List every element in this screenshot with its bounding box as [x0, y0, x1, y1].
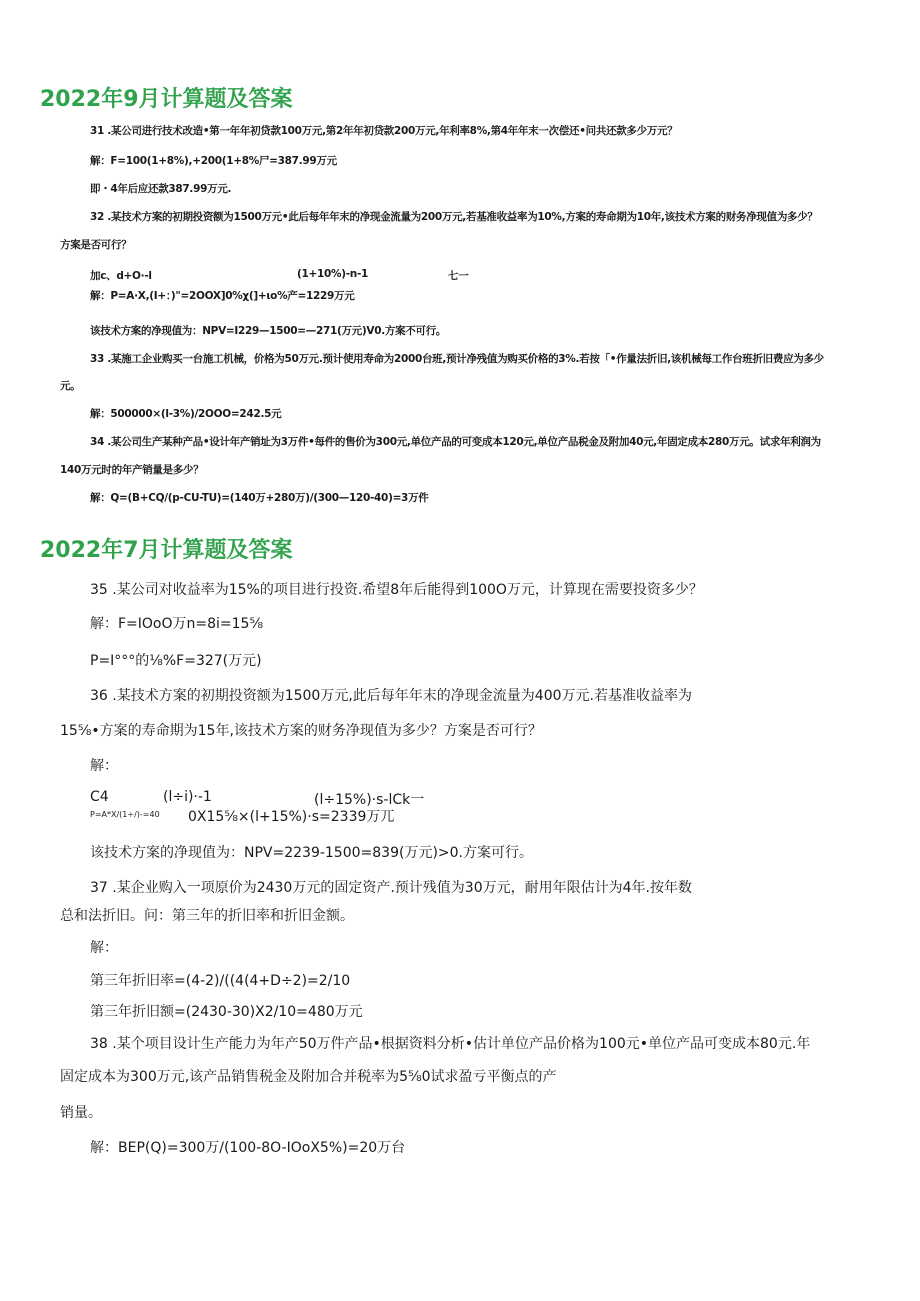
question-36-cont: 15⅝•方案的寿命期为15年,该技术方案的财务净现值为多少？方案是否可行？	[60, 723, 542, 739]
answer-34: 解：Q=(B+CQ/(p-CU-TU)=(140万+280万)/(300—120-40)=3万件	[90, 492, 429, 504]
question-37: 37 .某企业购入一项原价为2430万元的固定资产.预计残值为30万元，耐用年限估计为4年.按年数	[90, 880, 692, 896]
question-32: 32 .某技术方案的初期投资额为1500万元•此后每年年末的净现金流量为200万元,若基准收益率为10%,方案的寿命期为10年,该技术方案的财务净现值为多少？	[90, 211, 818, 223]
answer-31-conclusion: 即・4年后应还款387.99万元.	[90, 183, 232, 195]
answer-33: 解：500000×(l-3%)/2OOO=242.5元	[90, 408, 282, 420]
answer-36-label: 解：	[90, 758, 118, 774]
question-36: 36 .某技术方案的初期投资额为1500万元,此后每年年末的净现金流量为400万元.若基准收益率为	[90, 688, 692, 704]
question-38-cont: 固定成本为300万元,该产品销售税金及附加合并税率为5⅝0试求盈亏平衡点的产	[60, 1069, 557, 1085]
answer-31: 解：F=100(1+8%),+200(1+8%尸=387.99万元	[90, 155, 337, 167]
answer-35-result: P=I°°°的⅛%F=327(万元)	[90, 653, 262, 669]
answer-36-conclusion: 该技术方案的净现值为：NPV=2239-1500=839(万元)>0.方案可行。	[90, 845, 533, 861]
section-title-jul-2022: 2022年7月计算题及答案	[40, 538, 293, 563]
formula-c4: C4	[90, 789, 109, 805]
question-38: 38 .某个项目设计生产能力为年产50万件产品•根据资料分析•估计单位产品价格为100元•单位产品可变成本80元.年	[90, 1036, 811, 1052]
answer-32-conclusion: 该技术方案的净现值为：NPV=I229—1500=—271(万元)V0.方案不可行。	[90, 325, 447, 337]
answer-32: 解：P=A·X,(I+：)"=2OOX]0%χ(]+ιo%产=1229万元	[90, 290, 355, 302]
answer-36: 0X15⅝×(l+15%)·s=2339万兀	[188, 809, 395, 825]
question-37-cont: 总和法折旧。问：第三年的折旧率和折旧金额。	[60, 908, 354, 924]
formula-numerator-1: (l÷i)·-1	[163, 789, 212, 805]
question-31: 31 .某公司进行技术改造•第一年年初贷款100万元,第2年年初贷款200万元,年利率8%,第4年年末一次偿还•问共还款多少万元？	[90, 125, 678, 137]
question-35: 35 .某公司对收益率为15%的项目进行投资.希望8年后能得到100O万元，计算现在需要投资多少？	[90, 582, 703, 598]
answer-38: 解：BEP(Q)=300万/(100-8O-IOoX5%)=20万台	[90, 1140, 406, 1156]
formula-fragment-mid: (1+10%)-n-1	[297, 268, 369, 280]
question-33: 33 .某施工企业购买一台施工机械，价格为50万元.预计使用寿命为2000台班,预计净残值为购买价格的3%.若按「•作量法折旧,该机械每工作台班折旧费应为多少	[90, 353, 824, 365]
formula-fragment-left: 加c、d+O·-l	[90, 270, 152, 282]
question-32-cont: 方案是否可行？	[60, 239, 132, 251]
answer-37-label: 解：	[90, 940, 118, 956]
question-38-end: 销量。	[60, 1105, 102, 1121]
formula-fragment-right: 七一	[448, 270, 469, 282]
formula-small-prefix: P=A*X/(1÷/)-=40	[90, 810, 160, 819]
question-33-cont: 元。	[60, 380, 81, 392]
question-34-cont: 140万元时的年产销量是多少？	[60, 464, 204, 476]
answer-37-amount: 第三年折旧额=(2430-30)X2/10=480万元	[90, 1004, 363, 1020]
section-title-sep-2022: 2022年9月计算题及答案	[40, 87, 293, 112]
question-34: 34 .某公司生产某种产品•设计年产销址为3万件•每件的售价为300元,单位产品的可变成本120元,单位产品税金及附加40元,年固定成本280万元。试求年利润为	[90, 436, 821, 448]
answer-37-rate: 第三年折旧率=(4-2)/((4(4+D÷2)=2/10	[90, 973, 351, 989]
formula-numerator-2: (l÷15%)·s-lCk一	[314, 792, 425, 808]
answer-35: 解：F=IOoO万n=8i=15⅝	[90, 616, 264, 632]
